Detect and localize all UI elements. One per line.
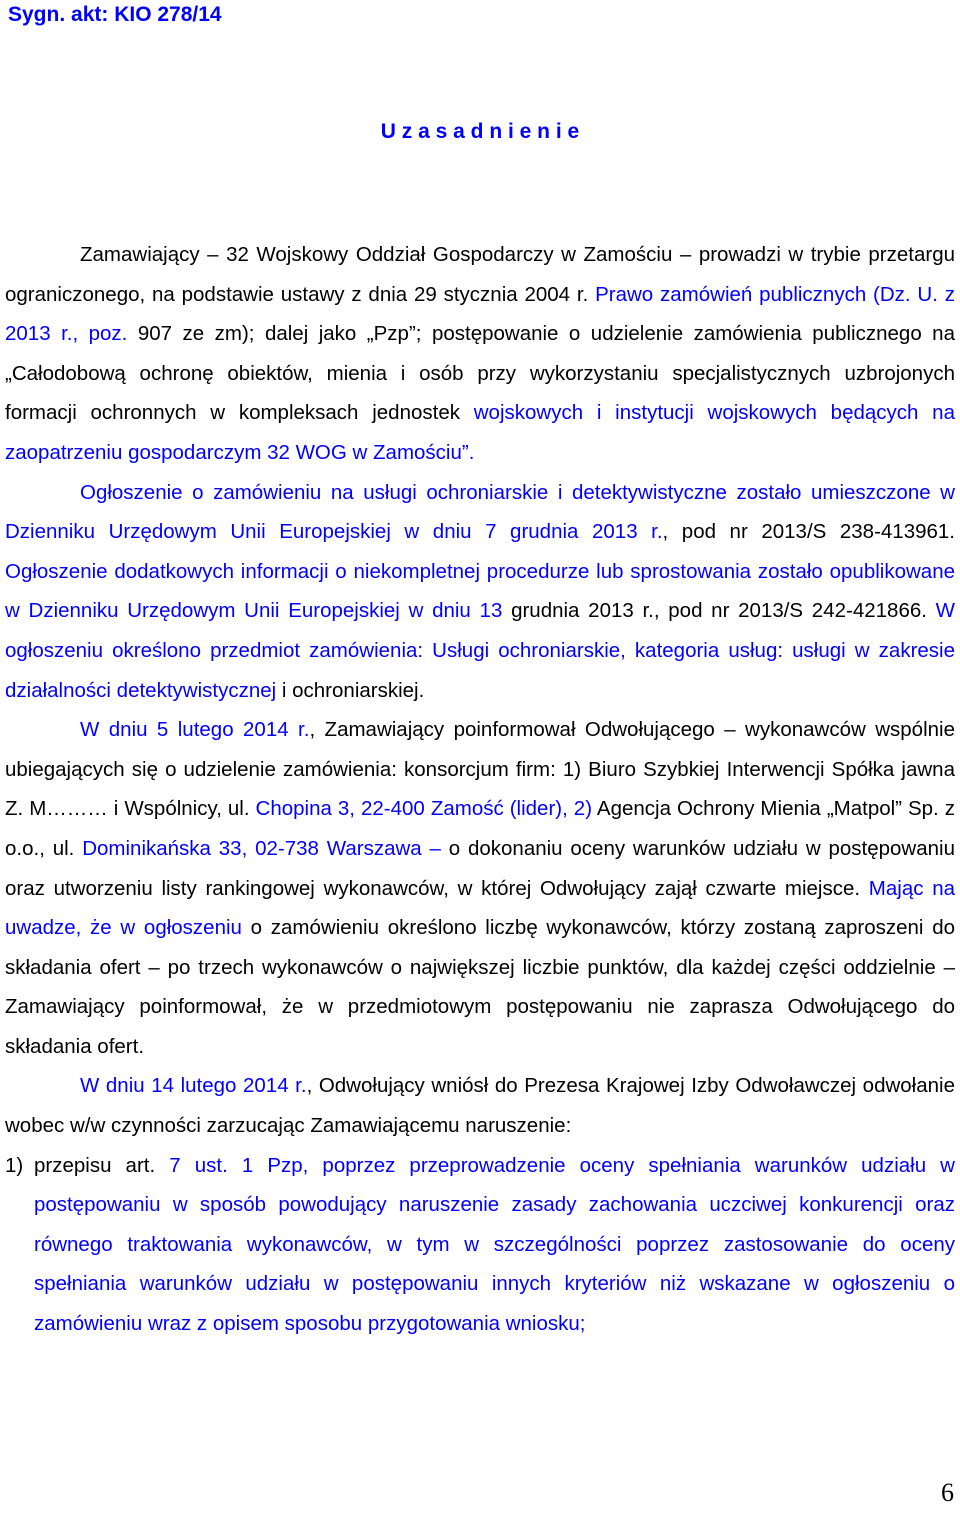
paragraph-3 <box>5 710 955 1066</box>
paragraph-4-text-a: W dniu 14 lutego 2014 r. <box>80 1074 307 1098</box>
paragraph-3-text-f: o dokonaniu oceny warunków udziału w postępowaniu oraz utworzeniu listy rankingowej wykonawców, w której Odwołujący zajął czwarte miejsce. <box>5 836 955 900</box>
paragraph-1-text-a: Zamawiający – 32 Wojskowy Oddział Gospodarczy w Zamościu – prowadzi w trybie przetargu ograniczonego, na podstawie ustawy z dnia 29 stycznia 2004 r. <box>5 243 955 306</box>
paragraph-2 <box>5 473 955 711</box>
paragraph-1 <box>5 235 955 473</box>
paragraph-4-text-b: , Odwołujący wniósł do Prezesa Krajowej Izby Odwoławczej odwołanie wobec w/w czynności zarzucając Zamawiającemu naruszenie: <box>5 1074 955 1138</box>
paragraph-2-text-c: Ogłoszenie dodatkowych informacji o niekompletnej procedurze lub sprostowania zostało opublikowane w Dzienniku Urzędowym Unii Europejskiej w dniu 13 <box>5 559 955 623</box>
paragraph-3-text-e: Dominikańska 33, 02-738 Warszawa – <box>74 836 441 860</box>
paragraph-3-text-g: Mając na uwadze, że w ogłoszeniu <box>5 876 955 940</box>
paragraph-3-text-a: W dniu 5 lutego 2014 r. <box>80 718 310 742</box>
paragraph-3-text-d: Agencja Ochrony Mienia „Matpol” Sp. z o.o., ul. <box>5 797 955 860</box>
list-item-marker: 1) <box>5 1153 24 1177</box>
paragraph-2-text-e: W ogłoszeniu określono przedmiot zamówienia: Usługi ochroniarskie, kategoria usług: usługi w zakresie działalności detektywistycznej <box>5 599 956 702</box>
page-number: 6 <box>941 1478 954 1507</box>
paragraph-4 <box>5 1066 955 1145</box>
paragraph-2-text-d: grudnia 2013 r., pod nr 2013/S 242-421866. <box>502 599 927 623</box>
paragraph-2-text-f: i ochroniarskiej. <box>276 678 425 702</box>
paragraph-3-text-b: , Zamawiający poinformował Odwołującego – wykonawców wspólnie ubiegających się o udzielenie zamówienia: konsorcjum firm: 1) Biuro Szybkiej Interwencji Spółka jawna Z. M……… i Wspólnicy, ul. <box>5 718 955 821</box>
paragraph-3-text-c: Chopina 3, 22-400 Zamość (lider), 2) <box>249 797 593 821</box>
list-item-text-b: 7 ust. 1 Pzp, poprzez przeprowadzenie oceny spełniania warunków udziału w postępowaniu w sposób powodujący naruszenie zasady zachowania uczciwej konkurencji oraz równego traktowania wykonawców, w tym w szczególności poprzez zastosowanie do oceny spełniania warunków udziału w postępowaniu innych kryteriów niż wskazane w ogłoszeniu o zamówieniu wraz z opisem sposobu przygotowania wniosku; <box>34 1153 955 1336</box>
list-item <box>5 1146 955 1344</box>
list-item-text-a: przepisu art. <box>34 1153 156 1177</box>
paragraph-2-text-b: , pod nr 2013/S 238-413961. <box>662 520 955 544</box>
paragraph-2-text-a: Ogłoszenie o zamówieniu na usługi ochroniarskie i detektywistyczne zostało umieszczone w Dzienniku Urzędowym Unii Europejskiej w dniu 7 grudnia 2013 r. <box>5 480 955 544</box>
document-body <box>5 235 955 1344</box>
document-title: U z a s a d n i e n i e <box>380 120 580 143</box>
paragraph-1-text-d: wojskowych i instytucji wojskowych będących na zaopatrzeniu gospodarczym 32 WOG w Zamościu”. <box>5 401 955 464</box>
case-signature: Sygn. akt: KIO 278/14 <box>8 3 222 26</box>
paragraph-1-text-b: Prawo zamówień publicznych (Dz. U. z 2013 r., poz. <box>5 282 955 346</box>
paragraph-3-text-h: o zamówieniu określono liczbę wykonawców, którzy zostaną zaproszeni do składania ofert – po trzech wykonawców o największej liczbie punktów, dla każdej części oddzielnie – Zamawiający poinformował, że w przedmiotowym postępowaniu nie zaprasza Odwołującego do składania ofert. <box>5 916 955 1058</box>
paragraph-1-text-c: 907 ze zm); dalej jako „Pzp”; postępowanie o udzielenie zamówienia publicznego na „Całodobową ochronę obiektów, mienia i osób przy wykorzystaniu specjalistycznych uzbrojonych formacji ochronnych w kompleksach jednostek <box>5 322 955 425</box>
